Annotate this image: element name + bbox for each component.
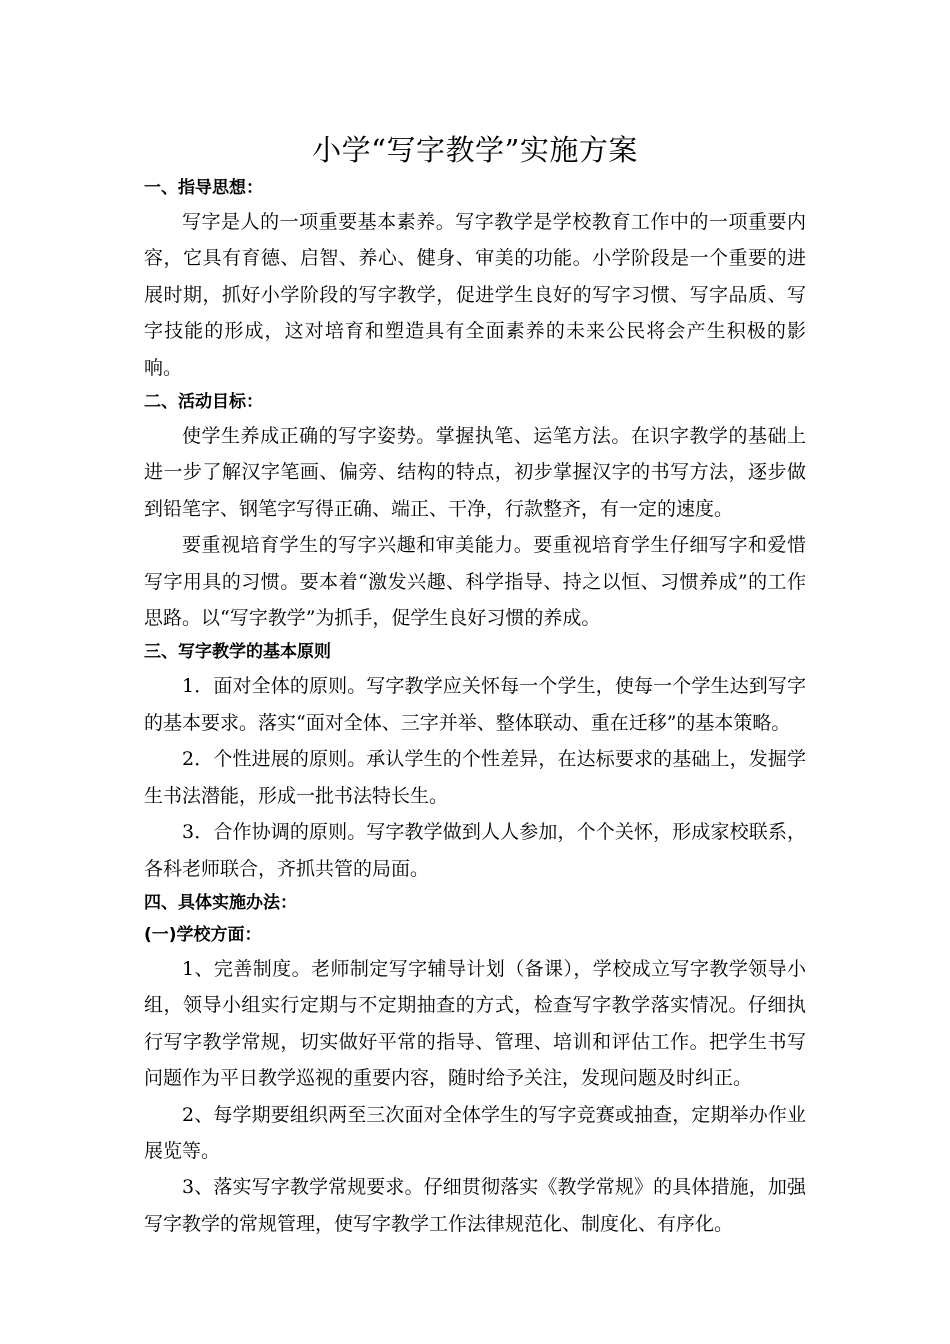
section-heading: 二、活动目标： [144,392,263,413]
paragraph: 使学生养成正确的写字姿势。掌握执笔、运笔方法。在识字教学的基础上进一步了解汉字笔画、偏旁、结构的特点，初步掌握汉字的书写方法，逐步做到铅笔字、钢笔字写得正确、端正、干净，行款整齐，有一定的速度。 [144,425,806,520]
paragraph: 1．面对全体的原则。写字教学应关怀每一个学生，使每一个学生达到写字的基本要求。落实“面对全体、三字并举、整体联动、重在迁移”的基本策略。 [144,675,806,734]
paragraph: 3、落实写字教学常规要求。仔细贯彻落实《教学常规》的具体措施，加强写字教学的常规管理，使写字教学工作法律规范化、制度化、有序化。 [144,1176,806,1235]
document-page [144,128,806,1242]
document-title: 小学“写字教学”实施方案 [312,133,638,167]
section-school-aspect [144,919,806,1242]
section-basic-principles [144,636,806,886]
paragraph: 2．个性进展的原则。承认学生的个性差异，在达标要求的基础上，发掘学生书法潜能，形成一批书法特长生。 [144,748,806,807]
paragraph: 3．合作协调的原则。写字教学做到人人参加，个个关怀，形成家校联系，各科老师联合，齐抓共管的局面。 [144,821,806,880]
section-activity-goals [144,386,806,636]
section-guiding-ideology [144,172,806,386]
paragraph: 要重视培育学生的写字兴趣和审美能力。要重视培育学生仔细写字和爱惜写字用具的习惯。要本着“激发兴趣、科学指导、持之以恒、习惯养成”的工作思路。以“写字教学”为抓手，促学生良好习惯的养成。 [144,534,806,630]
section-heading: (一)学校方面： [144,924,262,945]
paragraph: 写字是人的一项重要基本素养。写字教学是学校教育工作中的一项重要内容，它具有育德、启智、养心、健身、审美的功能。小学阶段是一个重要的进展时期，抓好小学阶段的写字教学，促进学生良好的写字习惯、写字品质、写字技能的形成，这对培育和塑造具有全面素养的未来公民将会产生积极的影响。 [144,211,806,379]
section-heading: 四、具体实施办法： [144,892,297,913]
section-implementation-methods [144,887,806,919]
paragraph: 1、完善制度。老师制定写字辅导计划（备课），学校成立写字教学领导小组，领导小组实行定期与不定期抽查的方式，检查写字教学落实情况。仔细执行写字教学常规，切实做好平常的指导、管理、培训和评估工作。把学生书写问题作为平日教学巡视的重要内容，随时给予关注，发现问题及时纠正。 [144,957,806,1090]
section-heading: 一、指导思想： [144,178,263,198]
paragraph: 2、每学期要组织两至三次面对全体学生的写字竞赛或抽查，定期举办作业展览等。 [144,1103,806,1162]
section-heading: 三、写字教学的基本原则 [144,642,331,663]
